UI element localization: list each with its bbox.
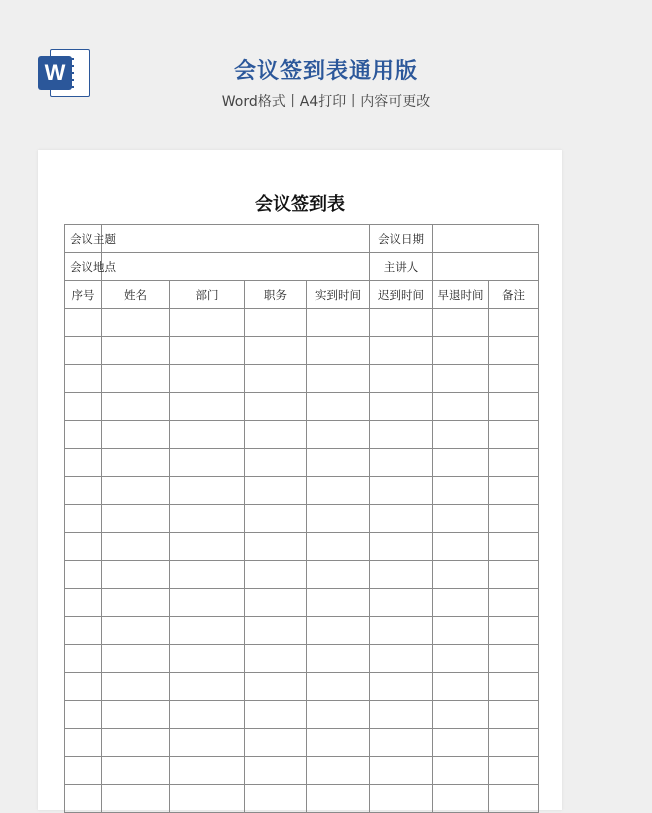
blank-cell[interactable] — [102, 365, 170, 393]
blank-cell[interactable] — [307, 729, 370, 757]
blank-cell[interactable] — [489, 785, 539, 813]
table-row — [65, 673, 539, 701]
table-row — [65, 449, 539, 477]
blank-cell[interactable] — [370, 421, 433, 449]
blank-cell[interactable] — [433, 337, 489, 365]
blank-cell[interactable] — [102, 589, 170, 617]
blank-cell[interactable] — [370, 449, 433, 477]
blank-cell[interactable] — [170, 729, 245, 757]
blank-cell[interactable] — [245, 757, 307, 785]
blank-cell[interactable] — [102, 729, 170, 757]
blank-cell[interactable] — [102, 393, 170, 421]
blank-cell[interactable] — [489, 673, 539, 701]
blank-cell[interactable] — [170, 673, 245, 701]
blank-cell[interactable] — [489, 421, 539, 449]
table-row — [65, 505, 539, 533]
blank-cell[interactable] — [65, 729, 102, 757]
info-label: 会议主题 — [65, 225, 102, 253]
blank-cell[interactable] — [245, 449, 307, 477]
blank-cell[interactable] — [65, 589, 102, 617]
blank-cell[interactable] — [307, 645, 370, 673]
blank-cell[interactable] — [433, 393, 489, 421]
blank-cell[interactable] — [433, 309, 489, 337]
blank-cell[interactable] — [245, 309, 307, 337]
blank-cell[interactable] — [245, 729, 307, 757]
blank-cell[interactable] — [102, 533, 170, 561]
blank-cell[interactable] — [489, 393, 539, 421]
blank-cell[interactable] — [307, 477, 370, 505]
column-header: 职务 — [245, 281, 307, 309]
blank-cell[interactable] — [370, 785, 433, 813]
blank-cell[interactable] — [433, 421, 489, 449]
blank-cell[interactable] — [307, 337, 370, 365]
blank-cell[interactable] — [307, 533, 370, 561]
blank-cell[interactable] — [433, 757, 489, 785]
blank-cell[interactable] — [102, 421, 170, 449]
blank-cell[interactable] — [65, 337, 102, 365]
template-banner — [0, 0, 600, 150]
blank-cell[interactable] — [433, 533, 489, 561]
blank-cell[interactable] — [307, 365, 370, 393]
table-row — [65, 785, 539, 813]
blank-cell[interactable] — [245, 505, 307, 533]
blank-cell[interactable] — [245, 561, 307, 589]
table-row — [65, 365, 539, 393]
document-title: 会议签到表 — [255, 194, 345, 215]
blank-cell[interactable] — [102, 617, 170, 645]
blank-cell[interactable] — [170, 617, 245, 645]
blank-cell[interactable] — [65, 561, 102, 589]
blank-cell[interactable] — [370, 505, 433, 533]
blank-cell[interactable] — [433, 589, 489, 617]
column-header: 序号 — [65, 281, 102, 309]
blank-cell[interactable] — [489, 449, 539, 477]
blank-cell[interactable] — [245, 673, 307, 701]
blank-cell[interactable] — [65, 309, 102, 337]
blank-cell[interactable] — [489, 561, 539, 589]
blank-cell[interactable] — [433, 673, 489, 701]
blank-cell[interactable] — [65, 533, 102, 561]
blank-cell[interactable] — [489, 589, 539, 617]
blank-cell[interactable] — [102, 337, 170, 365]
table-row — [65, 617, 539, 645]
table-row — [65, 309, 539, 337]
info-value-field[interactable] — [433, 253, 539, 281]
blank-cell[interactable] — [65, 505, 102, 533]
blank-cell[interactable] — [433, 365, 489, 393]
blank-cell[interactable] — [102, 757, 170, 785]
blank-cell[interactable] — [170, 505, 245, 533]
blank-cell[interactable] — [102, 477, 170, 505]
blank-cell[interactable] — [307, 757, 370, 785]
blank-cell[interactable] — [489, 645, 539, 673]
blank-cell[interactable] — [489, 757, 539, 785]
blank-cell[interactable] — [433, 617, 489, 645]
info-value-field[interactable] — [433, 225, 539, 253]
blank-cell[interactable] — [370, 645, 433, 673]
blank-cell[interactable] — [65, 701, 102, 729]
blank-cell[interactable] — [170, 393, 245, 421]
blank-cell[interactable] — [170, 561, 245, 589]
blank-cell[interactable] — [65, 673, 102, 701]
table-row — [65, 533, 539, 561]
table-row — [65, 393, 539, 421]
blank-cell[interactable] — [102, 561, 170, 589]
blank-cell[interactable] — [170, 757, 245, 785]
blank-cell[interactable] — [370, 561, 433, 589]
blank-cell[interactable] — [307, 673, 370, 701]
blank-cell[interactable] — [370, 617, 433, 645]
blank-cell[interactable] — [245, 393, 307, 421]
blank-cell[interactable] — [65, 449, 102, 477]
blank-cell[interactable] — [433, 701, 489, 729]
info-value-field[interactable] — [102, 253, 370, 281]
blank-cell[interactable] — [307, 421, 370, 449]
blank-cell[interactable] — [170, 701, 245, 729]
column-header: 部门 — [170, 281, 245, 309]
blank-cell[interactable] — [65, 645, 102, 673]
info-label: 会议日期 — [370, 225, 433, 253]
table-row — [65, 757, 539, 785]
blank-cell[interactable] — [370, 589, 433, 617]
blank-cell[interactable] — [170, 337, 245, 365]
blank-cell[interactable] — [245, 645, 307, 673]
column-header: 姓名 — [102, 281, 170, 309]
blank-cell[interactable] — [307, 785, 370, 813]
blank-cell[interactable] — [245, 785, 307, 813]
blank-cell[interactable] — [433, 729, 489, 757]
blank-cell[interactable] — [307, 505, 370, 533]
blank-cell[interactable] — [370, 477, 433, 505]
blank-cell[interactable] — [170, 785, 245, 813]
blank-cell[interactable] — [65, 365, 102, 393]
blank-cell[interactable] — [65, 477, 102, 505]
blank-cell[interactable] — [102, 505, 170, 533]
blank-cell[interactable] — [433, 645, 489, 673]
blank-cell[interactable] — [245, 617, 307, 645]
blank-cell[interactable] — [307, 449, 370, 477]
blank-cell[interactable] — [170, 309, 245, 337]
blank-cell[interactable] — [489, 309, 539, 337]
blank-cell[interactable] — [65, 617, 102, 645]
blank-cell[interactable] — [370, 533, 433, 561]
banner-title: 会议签到表通用版 — [233, 59, 418, 84]
table-row — [65, 561, 539, 589]
blank-cell[interactable] — [170, 533, 245, 561]
blank-cell[interactable] — [65, 421, 102, 449]
blank-cell[interactable] — [102, 701, 170, 729]
blank-cell[interactable] — [102, 309, 170, 337]
table-row — [65, 421, 539, 449]
blank-cell[interactable] — [102, 449, 170, 477]
blank-cell[interactable] — [170, 589, 245, 617]
blank-cell[interactable] — [489, 477, 539, 505]
blank-cell[interactable] — [170, 449, 245, 477]
blank-cell[interactable] — [245, 533, 307, 561]
blank-cell[interactable] — [102, 673, 170, 701]
blank-cell[interactable] — [170, 421, 245, 449]
blank-cell[interactable] — [370, 701, 433, 729]
blank-cell[interactable] — [370, 673, 433, 701]
blank-cell[interactable] — [65, 393, 102, 421]
header-row — [65, 281, 539, 309]
blank-cell[interactable] — [433, 449, 489, 477]
blank-cell[interactable] — [370, 365, 433, 393]
blank-cell[interactable] — [102, 785, 170, 813]
blank-cell[interactable] — [307, 617, 370, 645]
blank-cell[interactable] — [245, 589, 307, 617]
info-row-location — [65, 253, 539, 281]
blank-cell[interactable] — [489, 365, 539, 393]
info-row-topic — [65, 225, 539, 253]
blank-cell[interactable] — [307, 589, 370, 617]
blank-cell[interactable] — [307, 701, 370, 729]
blank-cell[interactable] — [370, 757, 433, 785]
blank-cell[interactable] — [170, 645, 245, 673]
table-row — [65, 337, 539, 365]
table-row — [65, 729, 539, 757]
blank-cell[interactable] — [170, 365, 245, 393]
blank-cell[interactable] — [102, 645, 170, 673]
blank-cell[interactable] — [245, 421, 307, 449]
table-row — [65, 589, 539, 617]
blank-cell[interactable] — [307, 309, 370, 337]
blank-cell[interactable] — [245, 477, 307, 505]
table-row — [65, 701, 539, 729]
blank-cell[interactable] — [489, 533, 539, 561]
blank-cell[interactable] — [433, 477, 489, 505]
blank-cell[interactable] — [65, 785, 102, 813]
word-icon-letter: W — [38, 56, 72, 90]
blank-cell[interactable] — [433, 561, 489, 589]
blank-cell[interactable] — [245, 701, 307, 729]
blank-cell[interactable] — [489, 729, 539, 757]
info-value-field[interactable] — [102, 225, 370, 253]
blank-cell[interactable] — [170, 477, 245, 505]
blank-cell[interactable] — [370, 393, 433, 421]
banner-subtitle: Word格式丨A4打印丨内容可更改 — [221, 94, 431, 110]
blank-cell[interactable] — [489, 617, 539, 645]
column-header: 迟到时间 — [370, 281, 433, 309]
blank-cell[interactable] — [489, 701, 539, 729]
blank-cell[interactable] — [307, 561, 370, 589]
blank-cell[interactable] — [65, 757, 102, 785]
column-header: 实到时间 — [307, 281, 370, 309]
blank-cell[interactable] — [370, 337, 433, 365]
blank-cell[interactable] — [433, 785, 489, 813]
blank-cell[interactable] — [245, 337, 307, 365]
table-row — [65, 477, 539, 505]
blank-cell[interactable] — [307, 393, 370, 421]
column-header: 早退时间 — [433, 281, 489, 309]
signin-table — [64, 224, 539, 813]
blank-cell[interactable] — [370, 309, 433, 337]
info-label: 会议地点 — [65, 253, 102, 281]
info-label: 主讲人 — [370, 253, 433, 281]
blank-cell[interactable] — [370, 729, 433, 757]
blank-cell[interactable] — [489, 505, 539, 533]
table-row — [65, 645, 539, 673]
column-header: 备注 — [489, 281, 539, 309]
blank-cell[interactable] — [433, 505, 489, 533]
blank-cell[interactable] — [489, 337, 539, 365]
blank-cell[interactable] — [245, 365, 307, 393]
